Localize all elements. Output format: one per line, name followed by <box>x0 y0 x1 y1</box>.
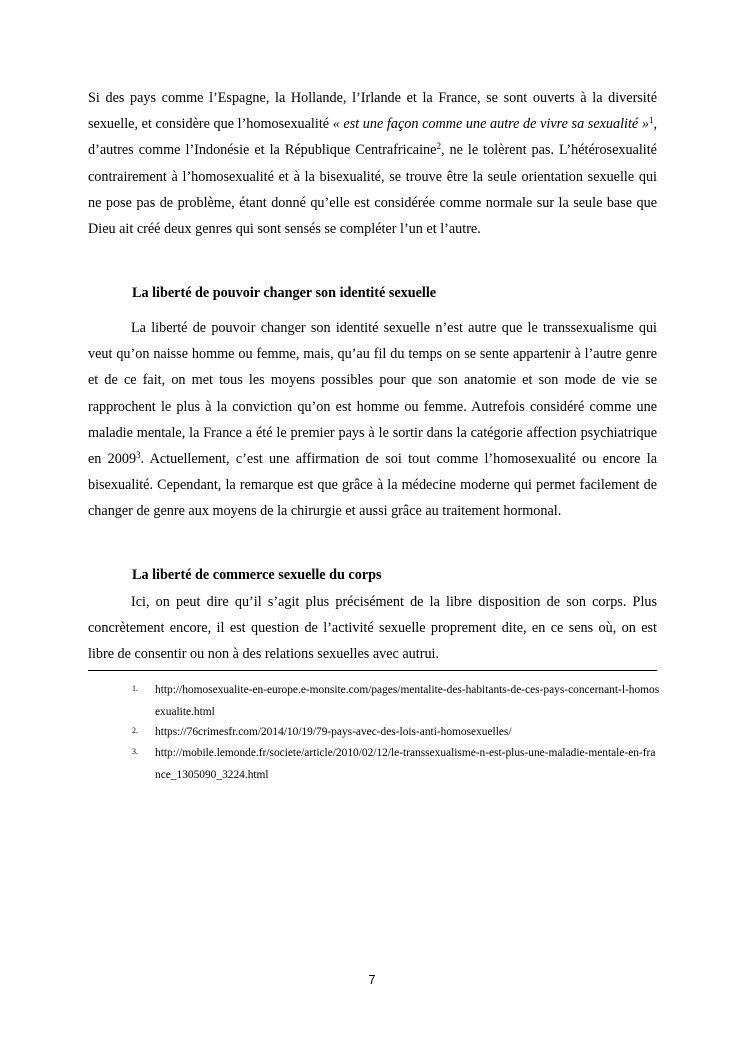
footnote-link-1[interactable]: http://homosexualite-en-europe.e-monsite.com/pages/mentalite-des-habitants-de-ces-pays-concernant-l-homosexualite.html <box>155 684 660 718</box>
paragraph-intro-text-a: Si des pays comme l’Espagne, la Hollande, l’Irlande et la France, se sont ouverts à la diversité sexuelle, et considère que l’homosexualité <box>88 90 657 133</box>
footnote-ref-3[interactable]: 3 <box>136 450 141 461</box>
footnote-ref-2[interactable]: 2 <box>436 141 441 152</box>
heading-identity: La liberté de pouvoir changer son identité sexuelle <box>132 285 437 301</box>
footnote-link-2[interactable]: https://76crimesfr.com/2014/10/19/79-pays-avec-des-lois-anti-homosexuelles/ <box>155 726 512 738</box>
paragraph-identity-text-a: La liberté de pouvoir changer son identité sexuelle n’est autre que le transsexualisme qui veut qu’on naisse homme ou femme, mais, qu’au fil du temps on se sente appartenir à l’autre genre et de ce fait, on met tous les moyens possibles pour que son anatomie et son mode de vie se rapprochent le plus à la conviction qu’on est homme ou femme. Autrefois considéré comme une maladie mentale, la France a été le premier pays à le sortir dans la catégorie affection psychiatrique en 2009 <box>88 320 657 468</box>
quote: « est une façon comme une autre de vivre sa sexualité » <box>332 116 649 133</box>
paragraph-intro-text-c: , ne le tolèrent pas. L’hétérosexualité contrairement à l’homosexualité et à la bisexualité, se trouve être la seule orientation sexuelle qui ne pose pas de problème, étant donné qu’elle est considérée comme normale sur la seule base que Dieu ait créé deux genres qui sont sensés se compléter l’un et l’autre. <box>88 142 657 238</box>
footnote-number-3: 3. <box>132 747 138 756</box>
paragraph-commerce: Ici, on peut dire qu’il s’agit plus précisément de la libre disposition de son corps. Plus concrètement encore, il est question de l’activité sexuelle proprement dite, en ce sens où, on est libre de consentir ou non à des relations sexuelles avec autrui. <box>88 594 657 663</box>
footnote-number-2: 2. <box>132 726 138 735</box>
paragraph-identity <box>88 315 657 525</box>
footnote-link-3[interactable]: http://mobile.lemonde.fr/societe/article/2010/02/12/le-transsexualisme-n-est-plus-une-maladie-mentale-en-france_1305090_3224.html <box>155 747 656 781</box>
footnote-number-1: 1. <box>132 684 138 693</box>
paragraph-identity-text-b: . Actuellement, c’est une affirmation de soi tout comme l’homosexualité ou encore la bisexualité. Cependant, la remarque est que grâce à la médecine moderne qui permet facilement de changer de genre aux moyens de la chirurgie et aussi grâce au traitement hormonal. <box>88 451 657 520</box>
heading-commerce: La liberté de commerce sexuelle du corps <box>132 567 382 583</box>
paragraph-intro <box>88 85 657 242</box>
page-number: 7 <box>368 973 376 987</box>
footnote-separator <box>88 670 657 671</box>
footnote-ref-1[interactable]: 1 <box>648 115 654 126</box>
paragraph-intro-text-b: , d’autres comme l’Indonésie et la République Centrafricaine <box>88 116 657 159</box>
